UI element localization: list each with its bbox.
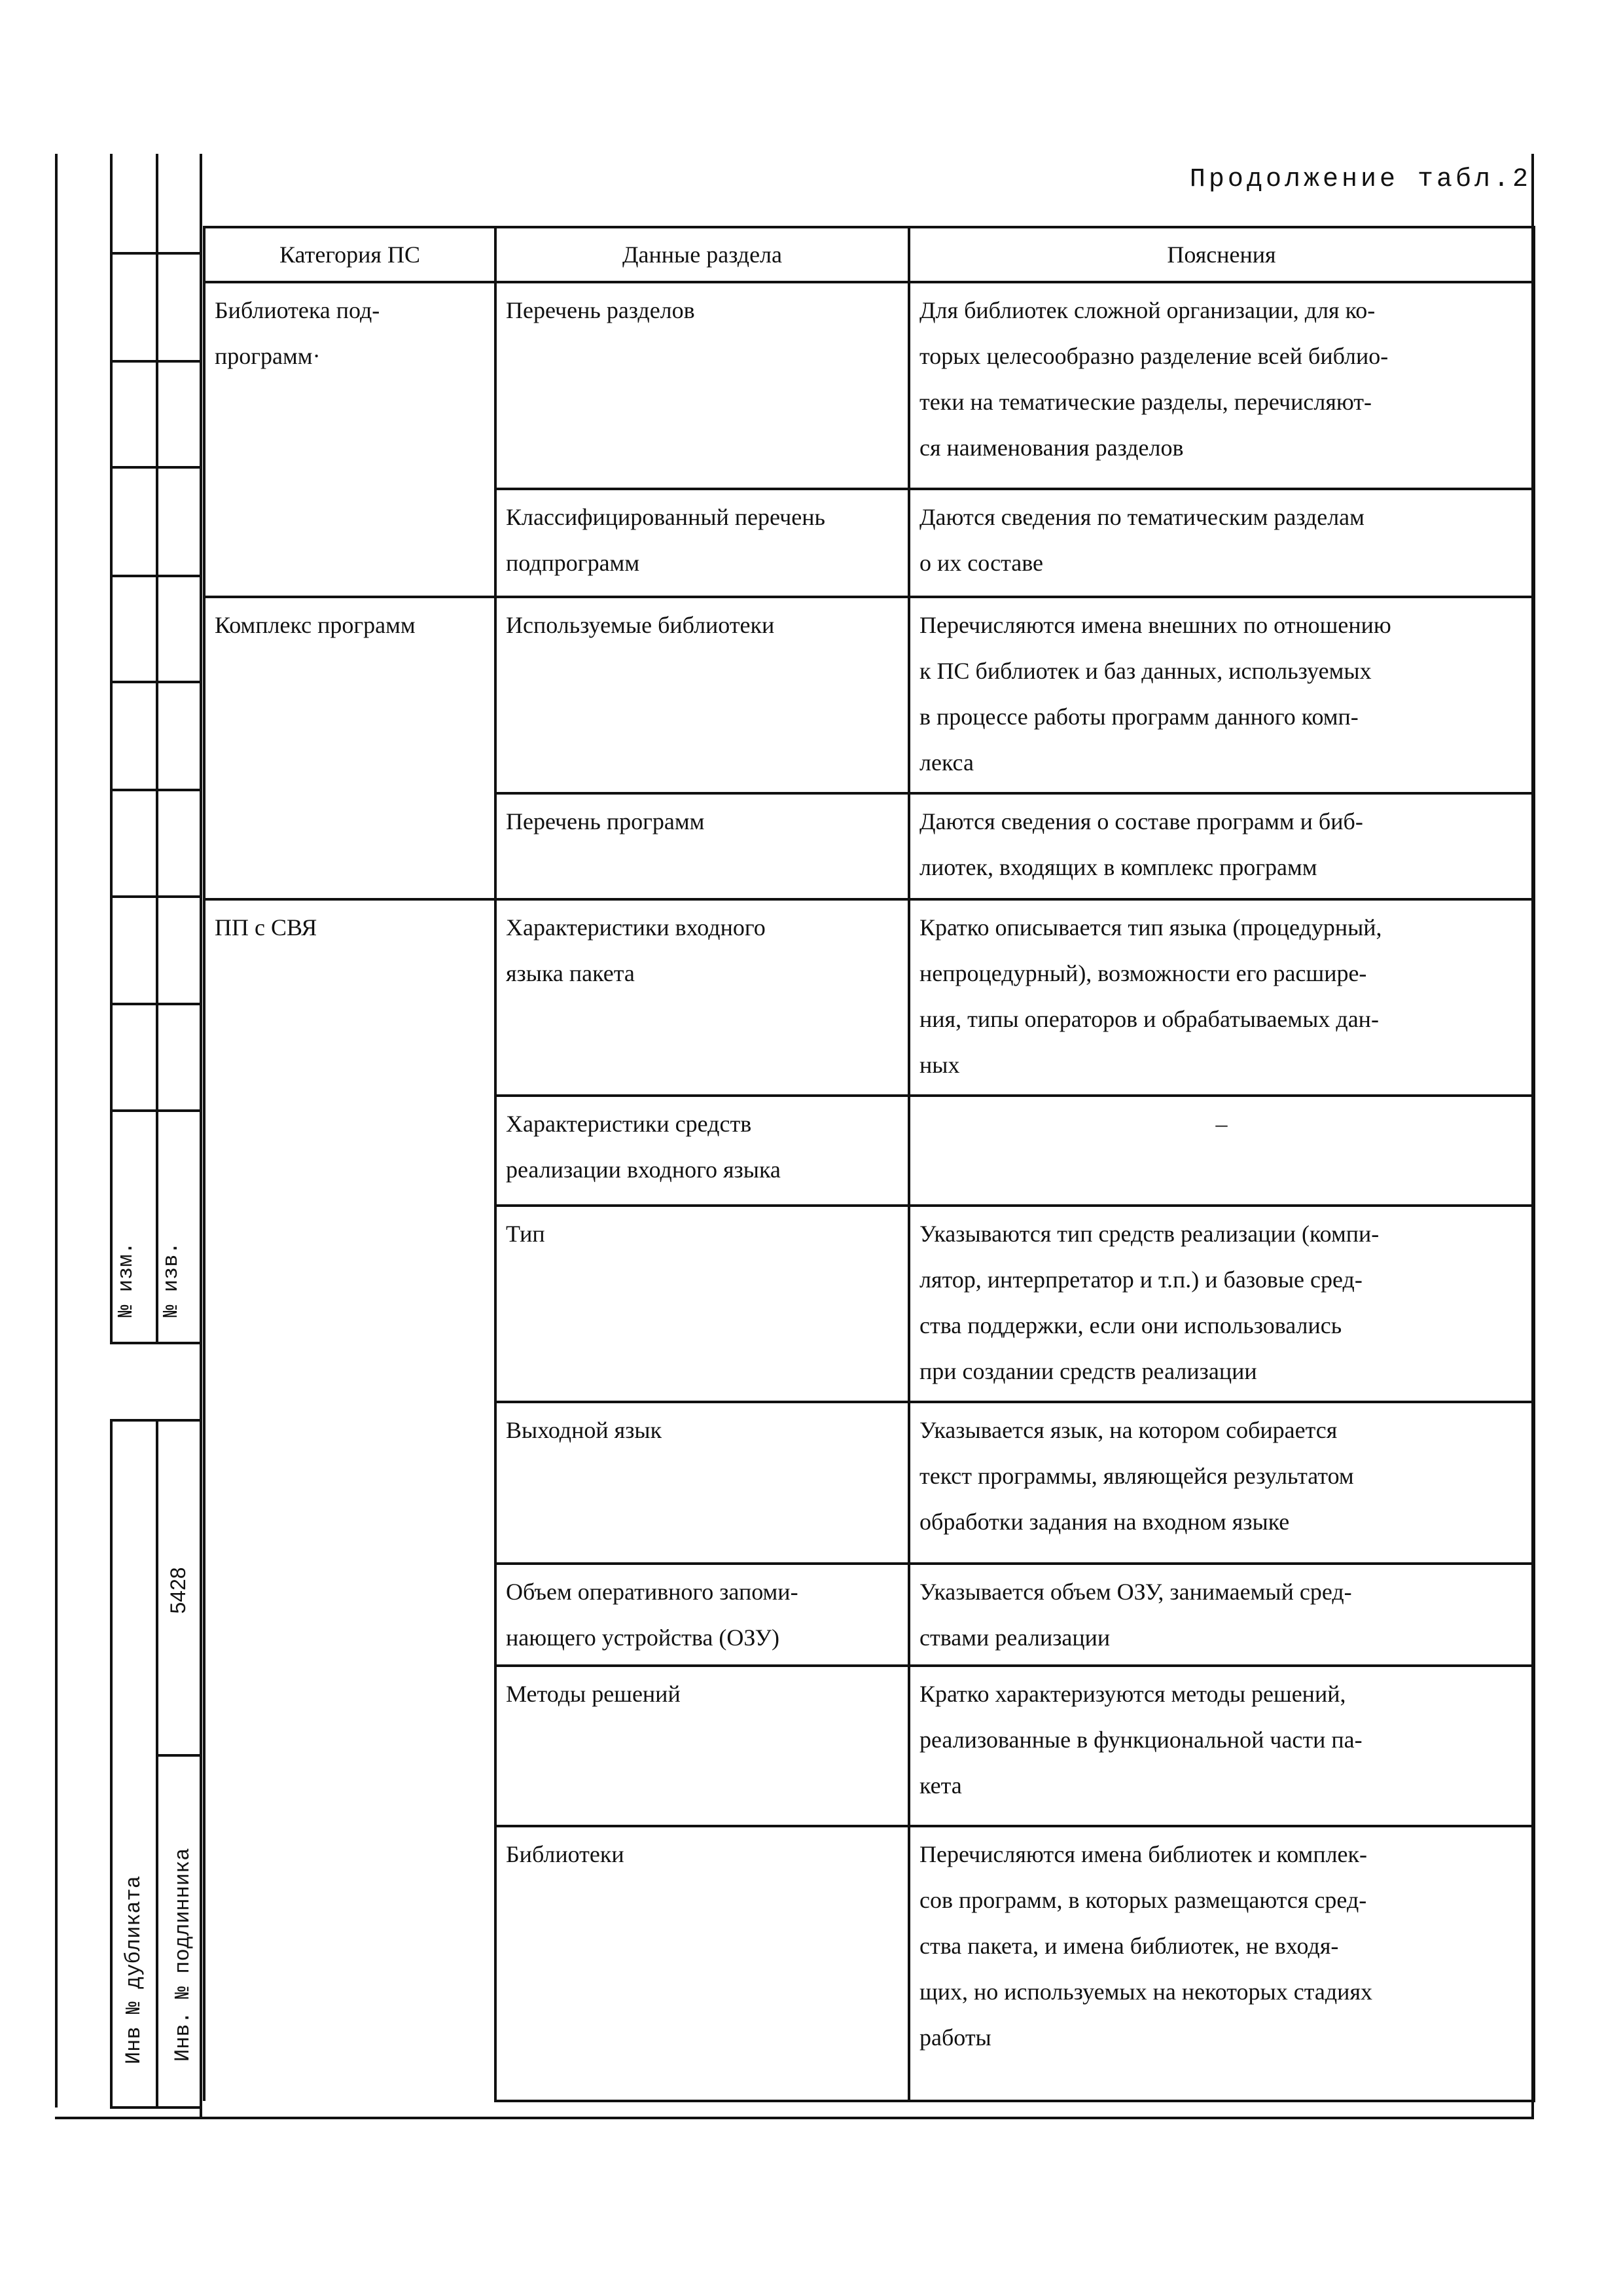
stamp-lower-bottom-line: [110, 2106, 202, 2109]
cell-section-data: Классифицированный перечень подпрограмм: [495, 489, 909, 597]
cell-category: [204, 793, 495, 899]
table-row: [204, 1826, 1534, 2101]
cell-explanation: –: [909, 1096, 1534, 1206]
stamp-cell-line-9: [110, 1109, 202, 1112]
table-continuation-caption: Продолжение табл.2: [1189, 165, 1531, 194]
cell-category: ПП с СВЯ: [204, 899, 495, 1096]
stamp-upper-left-line: [110, 154, 113, 1344]
stamp-cell-line-3: [110, 466, 202, 469]
inventory-number: 5428: [166, 1567, 190, 1614]
cell-section-data: Используемые библиотеки: [495, 597, 909, 793]
table-row: [204, 282, 1534, 489]
stamp-lower-sep-line: [156, 1754, 202, 1757]
table-row: [204, 1402, 1534, 1564]
original-inventory-label: Инв. № подлинника: [171, 1848, 195, 2062]
cell-category: [204, 1564, 495, 1666]
cell-explanation: Для библиотек сложной организации, для ко- торых целесообразно разделение всей библио- теки на тематические разделы, перечисляют- ся наименования разделов: [909, 282, 1534, 489]
cell-section-data: Объем оперативного запоми- нающего устройства (ОЗУ): [495, 1564, 909, 1666]
header-explanations: Пояснения: [909, 227, 1534, 282]
cell-explanation: Перечисляются имена библиотек и комплек- сов программ, в которых размещаются сред- ства пакета, и имена библиотек, не входя- щих, но используемых на некоторых стадиях работы: [909, 1826, 1534, 2101]
stamp-cell-line-4: [110, 575, 202, 577]
table-row: [204, 1096, 1534, 1206]
cell-explanation: Кратко описывается тип языка (процедурный, непроцедурный), возможности его расшире- ния, типы операторов и обрабатываемых дан- ных: [909, 899, 1534, 1096]
cell-explanation: Перечисляются имена внешних по отношению к ПС библиотек и баз данных, используемых в процессе работы программ данного комп- лекса: [909, 597, 1534, 793]
stamp-cell-line-1: [110, 252, 202, 255]
stamp-cell-line-7: [110, 895, 202, 898]
stamp-upper-mid-line: [156, 154, 158, 1344]
cell-explanation: Даются сведения по тематическим разделам о их составе: [909, 489, 1534, 597]
header-category: Категория ПС: [204, 227, 495, 282]
cell-explanation: Указывается язык, на котором собирается текст программы, являющейся результатом обработки задания на входном языке: [909, 1402, 1534, 1564]
change-number-label: № изм.: [114, 1242, 138, 1318]
table-row: [204, 793, 1534, 899]
stamp-cell-line-5: [110, 681, 202, 683]
software-documentation-table: [203, 226, 1535, 2102]
cell-explanation: Даются сведения о составе программ и биб- лиотек, входящих в комплекс программ: [909, 793, 1534, 899]
cell-section-data: Перечень программ: [495, 793, 909, 899]
frame-left-line: [55, 154, 58, 2108]
stamp-cell-line-2: [110, 360, 202, 363]
header-section-data: Данные раздела: [495, 227, 909, 282]
cell-category: Комплекс программ: [204, 597, 495, 793]
table-header-row: [204, 227, 1534, 282]
cell-section-data: Тип: [495, 1206, 909, 1402]
table-row: [204, 597, 1534, 793]
cell-category: [204, 489, 495, 597]
duplicate-inventory-label: Инв № дубликата: [122, 1875, 146, 2065]
cell-section-data: Характеристики средств реализации входного языка: [495, 1096, 909, 1206]
stamp-upper-bottom-line: [110, 1342, 202, 1344]
cell-section-data: Характеристики входного языка пакета: [495, 899, 909, 1096]
stamp-cell-line-8: [110, 1003, 202, 1005]
stamp-cell-line-6: [110, 789, 202, 791]
cell-explanation: Кратко характеризуются методы решений, реализованные в функциональной части па- кета: [909, 1666, 1534, 1826]
cell-category: [204, 1826, 495, 2101]
cell-section-data: Выходной язык: [495, 1402, 909, 1564]
notice-number-label: № изв.: [159, 1242, 183, 1318]
cell-section-data: Перечень разделов: [495, 282, 909, 489]
table-row: [204, 1666, 1534, 1826]
stamp-lower-left-line: [110, 1419, 113, 2108]
table-row: [204, 489, 1534, 597]
cell-category: [204, 1206, 495, 1402]
cell-explanation: Указываются тип средств реализации (компи- лятор, интерпретатор и т.п.) и базовые сред- ства поддержки, если они использовались при создании средств реализации: [909, 1206, 1534, 1402]
cell-category: [204, 1402, 495, 1564]
table-row: [204, 1206, 1534, 1402]
cell-category: [204, 1096, 495, 1206]
cell-explanation: Указывается объем ОЗУ, занимаемый сред- ствами реализации: [909, 1564, 1534, 1666]
stamp-upper-right-line: [200, 154, 202, 2117]
cell-section-data: Библиотеки: [495, 1826, 909, 2101]
table-row: [204, 899, 1534, 1096]
cell-category: Библиотека под- программ·: [204, 282, 495, 489]
cell-section-data: Методы решений: [495, 1666, 909, 1826]
frame-bottom-line: [55, 2117, 1534, 2119]
table-row: [204, 1564, 1534, 1666]
stamp-lower-mid-line: [156, 1419, 158, 2108]
cell-category: [204, 1666, 495, 1826]
